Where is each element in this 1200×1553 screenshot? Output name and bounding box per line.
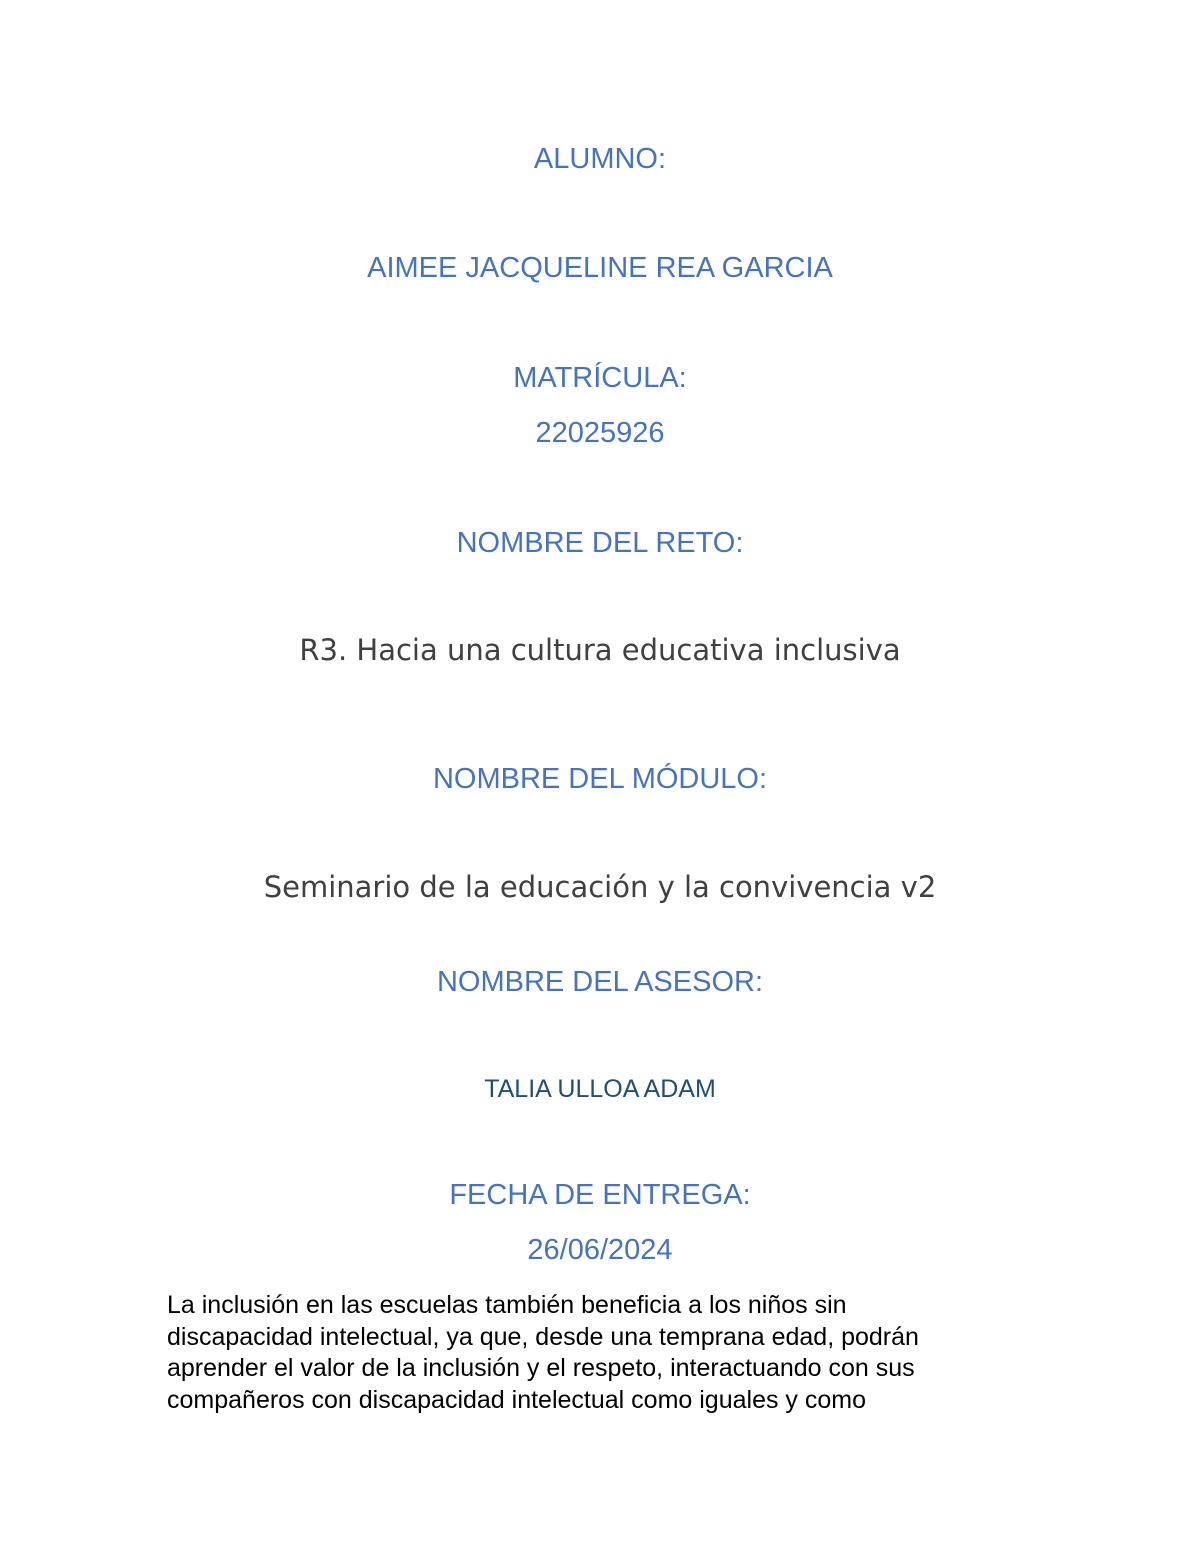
paragraph-line: discapacidad intelectual, ya que, desde una temprana edad, podrán [167, 1322, 919, 1351]
asesor-label: NOMBRE DEL ASESOR: [436, 966, 764, 998]
intro-paragraph [167, 1290, 1047, 1416]
reto-title: R3. Hacia una cultura educativa inclusiva [299, 633, 901, 667]
alumno-label: ALUMNO: [533, 143, 667, 175]
matricula-value: 22025926 [535, 417, 665, 449]
asesor-name: TALIA ULLOA ADAM [484, 1075, 716, 1103]
reto-label: NOMBRE DEL RETO: [456, 527, 744, 559]
modulo-label: NOMBRE DEL MÓDULO: [432, 763, 768, 795]
fecha-value: 26/06/2024 [527, 1234, 673, 1266]
paragraph-line: compañeros con discapacidad intelectual como iguales y como [167, 1385, 866, 1414]
paragraph-line: La inclusión en las escuelas también beneficia a los niños sin [167, 1291, 847, 1319]
modulo-title: Seminario de la educación y la convivencia v2 [263, 870, 937, 904]
fecha-label: FECHA DE ENTREGA: [449, 1179, 751, 1211]
paragraph-line: aprender el valor de la inclusión y el respeto, interactuando con sus [167, 1354, 915, 1382]
matricula-label: MATRÍCULA: [513, 362, 687, 394]
alumno-name: AIMEE JACQUELINE REA GARCIA [367, 252, 833, 284]
